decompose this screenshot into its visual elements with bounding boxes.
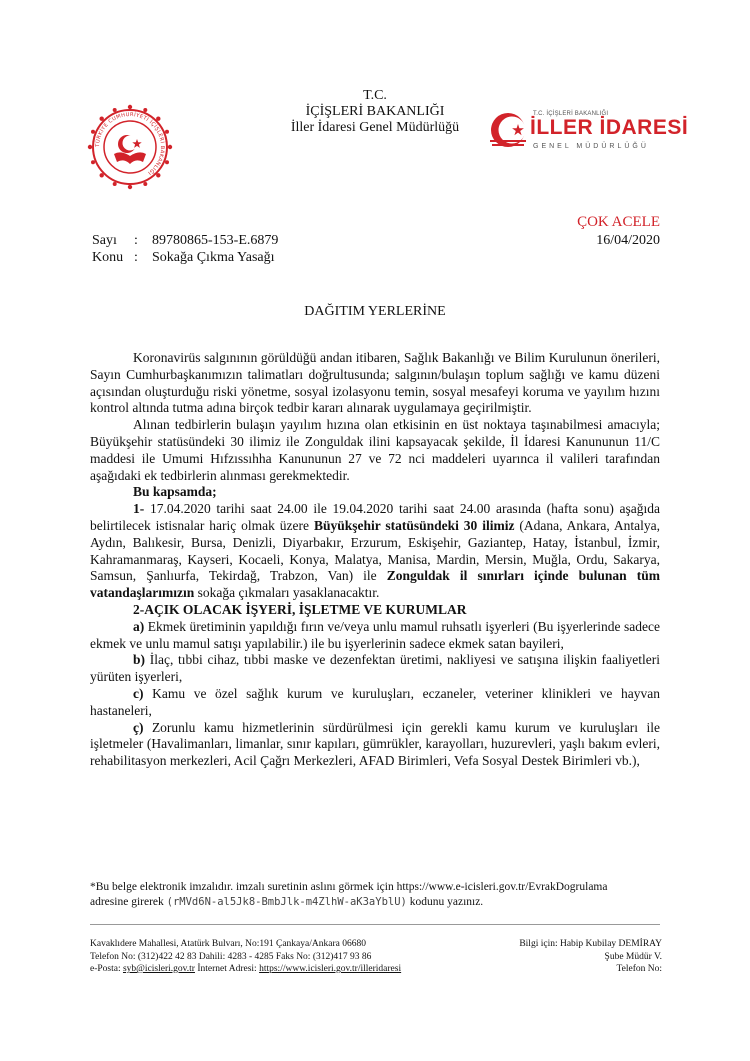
document-body — [90, 350, 660, 770]
item-b-label: b) — [133, 652, 146, 668]
item-c-label: c) — [133, 685, 144, 701]
item-1-text-a: 17.04.2020 tarihi saat 24.00 ile 19.04.2020 tarihi saat 24.00 arasında (hafta sonu) aşağıda belirtilecek istisnalar hariç olmak üzere — [90, 501, 660, 533]
svg-text:TÜRKİYE CUMHURİYETİ İÇİŞLERİ B: TÜRKİYE CUMHURİYETİ İÇİŞLERİ BAKANLIĞI — [94, 111, 166, 176]
footer-divider — [90, 924, 660, 925]
footnote-line-2 — [90, 895, 670, 910]
footer-email-web — [90, 963, 401, 976]
paragraph-intro: Koronavirüs salgınının görüldüğü andan itibaren, Sağlık Bakanlığı ve Bilim Kurulunun önerileri, Sayın Cumhurbaşkanımızın talimatları doğrultusunda; salgının/bulaşın toplum sağlığı ve kamu düzeni açısından oluşturduğu riski yönetme, sosyal izolasyonu temin, sosyal mesafeyi koruma ve yayılım hızını kontrol altında tutma adına birçok tedbir kararı alınarak uygulamaya geçirilmiştir. — [90, 350, 660, 416]
item-1-text-c: (Adana, Ankara, Antalya, Aydın, Balıkesir, Bursa, Denizli, Diyarbakır, Erzurum, Eskişehir, Gaziantep, Hatay, İstanbul, İzmir, Kahramanmaraş, Kayseri, Kocaeli, Konya, Malatya, Manisa, Mardin, Mersin, Muğla, Ordu, Sakarya, Samsun, Şanlıurfa, Tekirdağ, Trabzon, Van) ile — [90, 517, 661, 584]
sayi-row: Sayı : 89780865-153-E.6879 — [92, 233, 279, 248]
paragraph-item-a — [90, 619, 660, 653]
letterhead-line-directorate: İller İdaresi Genel Müdürlüğü — [290, 120, 460, 135]
item-1-text-d: Zonguldak il sınırları içinde bulunan tüm vatandaşlarımızın — [90, 568, 660, 601]
brand-small-text: T.C. İÇİŞLERİ BAKANLIĞI — [533, 111, 609, 117]
footnote-line-2-suffix: kodunu yazınız. — [409, 896, 484, 908]
sayi-value: 89780865-153-E.6879 — [152, 233, 279, 248]
item-d-text: Zorunlu kamu hizmetlerinin sürdürülmesi için gerekli kamu kurum ve kuruluşları ile işletmeler (Havalimanları, limanlar, sınır kapıları, gümrükler, karayolları, huzurevleri, yaşlı bakım evleri, rehabilitasyon merkezleri, Acil Çağrı Merkezleri, AFAD Birimleri, Vefa Sosyal Destek Birimleri vb.), — [90, 719, 660, 769]
item-a-label: a) — [133, 618, 145, 634]
item-c-text: Kamu ve özel sağlık kurum ve kuruluşları, eczaneler, veteriner klinikleri ve hayvan hastaneleri, — [90, 685, 660, 718]
footer-info-person: Bilgi için: Habip Kubilay DEMİRAY — [519, 939, 662, 949]
ministry-emblem-logo — [87, 104, 173, 190]
verification-code: (rMVd6N-al5Jk8-BmbJlk-m4ZlhW-aK3aYblU) — [166, 896, 407, 908]
item-1-text-e: sokağa çıkmaları yasaklanacaktır. — [194, 585, 380, 601]
item-1-text-b: Büyükşehir statüsündeki 30 ilimiz — [313, 517, 515, 533]
footnote-line-2-prefix: adresine girerek — [90, 896, 164, 908]
footer-contact-person — [519, 938, 662, 976]
footer-address: Kavaklıdere Mahallesi, Atatürk Bulvarı, No:191 Çankaya/Ankara 06680 — [90, 939, 366, 949]
urgency-label: ÇOK ACELE — [577, 214, 660, 230]
item-b-text: İlaç, tıbbi cihaz, tıbbi maske ve dezenfektan üretimi, nakliyesi ve satışına ilişkin faaliyetleri yürüten işyerleri, — [90, 652, 660, 685]
footer-email-label: e-Posta: — [90, 964, 121, 974]
paragraph-item-1 — [90, 501, 660, 602]
konu-row: Konu : Sokağa Çıkma Yasağı — [92, 250, 275, 265]
footer-person-title: Şube Müdür V. — [604, 951, 662, 962]
konu-label: Konu — [92, 250, 124, 265]
iller-idaresi-logo-mark — [488, 110, 528, 150]
sayi-label: Sayı — [92, 233, 117, 248]
footer-contact — [90, 938, 401, 976]
paragraph-item-d — [90, 720, 660, 770]
footer-web-label: İnternet Adresi: — [197, 964, 257, 974]
konu-value: Sokağa Çıkma Yasağı — [152, 250, 275, 265]
verification-footnote — [90, 880, 670, 910]
paragraph-item-b — [90, 652, 660, 686]
letterhead-line-tc: T.C. — [363, 88, 387, 103]
paragraph-item-c — [90, 686, 660, 720]
footer-web-link[interactable]: https://www.icisleri.gov.tr/illeridaresi — [259, 964, 402, 974]
distribution-heading: DAĞITIM YERLERİNE — [304, 304, 446, 319]
document-date: 16/04/2020 — [596, 233, 660, 248]
brand-name: İLLER İDARESİ — [530, 116, 689, 139]
footer-email-link[interactable]: syb@icisleri.gov.tr — [122, 964, 195, 974]
paragraph-scope-heading: Bu kapsamda; — [133, 484, 217, 500]
paragraph-measures: Alınan tedbirlerin bulaşın yayılım hızına olan etkisinin en üst noktaya taşınabilmesi amacıyla; Büyükşehir statüsündeki 30 ilimiz ile Zonguldak ilini kapsayacak şekilde, İl İdaresi Kanununun 11/C maddesi ile Umumi Hıfzıssıhha Kanununun 27 ve 72 nci maddeleri uyarınca il valileri tarafından aşağıdaki ek tedbirlerin alınması gerekmektedir. — [90, 417, 660, 483]
section-2-heading: 2-AÇIK OLACAK İŞYERİ, İŞLETME VE KURUMLAR — [133, 601, 467, 617]
item-1-number: 1- — [133, 501, 145, 517]
letterhead-line-ministry: İÇİŞLERİ BAKANLIĞI — [305, 104, 445, 119]
item-a-text: Ekmek üretiminin yapıldığı fırın ve/veya unlu mamul ruhsatlı işyerleri (Bu işyerlerinde sadece ekmek ve unlu mamul satışı yapılabilir.) ile bu işyerlerinin sadece ekmek satan bayileri, — [90, 618, 660, 651]
item-d-label: ç) — [133, 719, 144, 735]
brand-sub-text: GENEL MÜDÜRLÜĞÜ — [533, 143, 649, 150]
footnote-line-1: *Bu belge elektronik imzalıdır. imzalı suretinin aslını görmek için https://www.e-icisleri.gov.tr/EvrakDogrulama — [90, 881, 608, 893]
footer-phone: Telefon No: (312)422 42 83 Dahili: 4283 - 4285 Faks No: (312)417 93 86 — [90, 951, 372, 962]
footer-person-tel: Telefon No: — [616, 964, 662, 974]
